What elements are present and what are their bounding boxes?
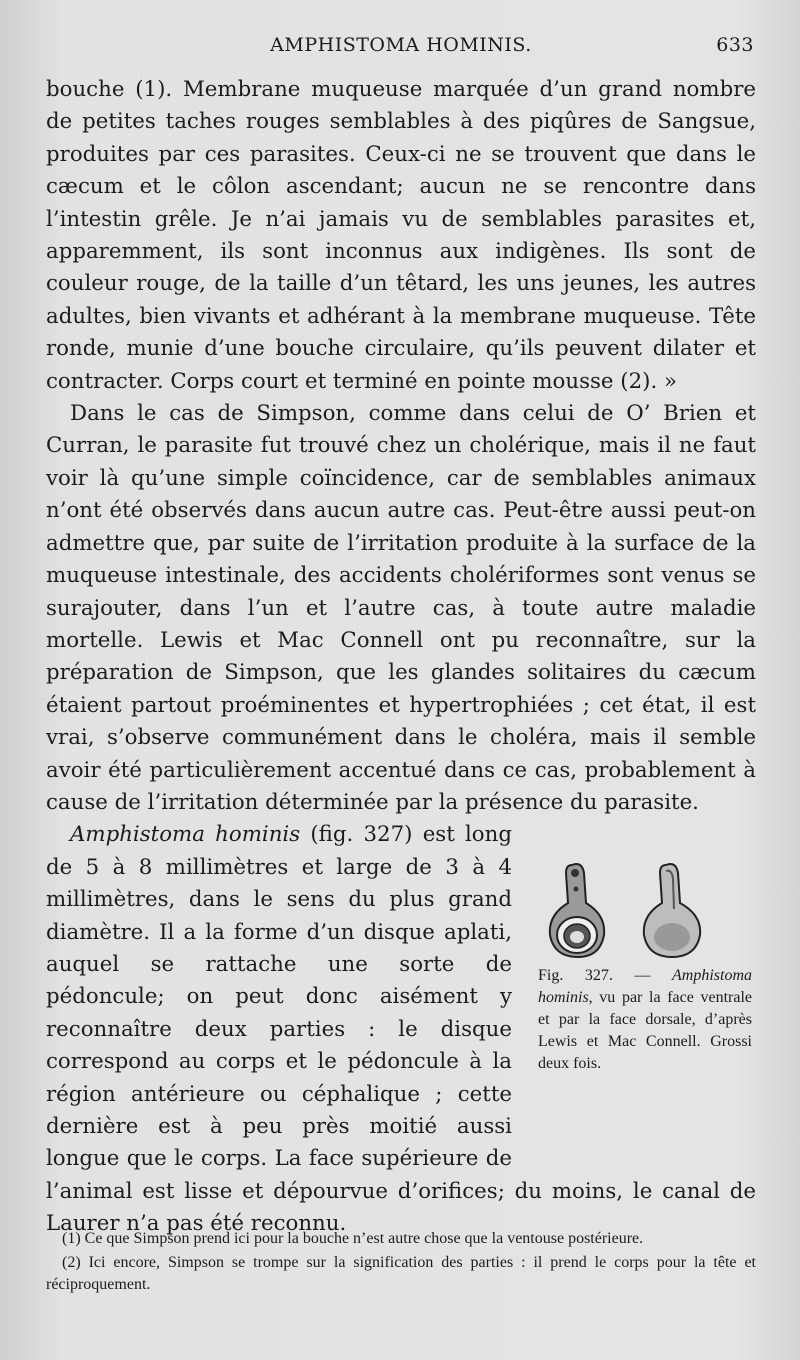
- caption-prefix: Fig. 327. —: [538, 967, 672, 985]
- ventral-view-drawing: [550, 864, 604, 957]
- figure-caption: [538, 965, 752, 1075]
- caption-species: Amphistoma hominis: [538, 967, 752, 1007]
- running-header: [48, 34, 754, 64]
- footnotes: [46, 1228, 756, 1298]
- dorsal-view-drawing: [644, 864, 700, 957]
- species-name: Amphistoma hominis: [70, 822, 301, 848]
- caption-text: , vu par la face ventrale et par la face dorsale, d’après Lewis et Mac Connell. Grossi deux fois.: [538, 989, 752, 1073]
- description-text: (fig. 327) est long de 5 à 8 millimètres et large de 3 à 4 millimètres, dans le sens du plus grand diamètre. Il a la forme d’un disque aplati, auquel se rattache une sorte de pédoncule; on peut donc aisément y reconnaître deux parties : le disque correspond au corps et le pédoncule à la région antérieure ou céphalique ; cette dernière est à peu près moitié aussi longue que le corps. La face supérieure de l’animal est lisse et dépourvue d’orifices; du moins, le canal de Laurer n’a pas été reconnu.: [46, 822, 756, 1237]
- running-title: AMPHISTOMA HOMINIS.: [270, 34, 532, 56]
- figure-327: [530, 841, 756, 1151]
- paragraph-continued: bouche (1). Membrane muqueuse marquée d’un grand nombre de petites taches rouges semblables à des piqûres de Sangsue, produites par ces parasites. Ceux-ci ne se trouvent que dans le cæcum et le côlon ascendant; aucun ne se rencontre dans l’intestin grêle. Je n’ai jamais vu de semblables parasites et, apparemment, ils sont inconnus aux indigènes. Ils sont de couleur rouge, de la taille d’un têtard, les uns jeunes, les autres adultes, bien vivants et adhérant à la membrane muqueuse. Tête ronde, munie d’une bouche circulaire, qu’ils peuvent dilater et contracter. Corps court et terminé en pointe mousse (2). »: [46, 77, 756, 394]
- footnote-2: (2) Ici encore, Simpson se trompe sur la signification des parties : il prend le corps pour la tête et réciproquement.: [46, 1254, 756, 1293]
- page-number: 633: [716, 34, 754, 56]
- footnote-1: (1) Ce que Simpson prend ici pour la bouche n’est autre chose que la ventouse postérieure.: [62, 1230, 644, 1247]
- body-text: [46, 74, 756, 1241]
- paragraph-simpson-case: Dans le cas de Simpson, comme dans celui de O’ Brien et Curran, le parasite fut trouvé chez un cholérique, mais il ne faut voir là qu’une simple coïncidence, car de semblables animaux n’ont été observés dans aucun autre cas. Peut-être aussi peut-on admettre que, par suite de l’irritation produite à la surface de la muqueuse intestinale, des accidents cholériformes sont venus se surajouter, dans l’un et l’autre cas, à toute autre maladie mortelle. Lewis et Mac Connell ont pu reconnaître, sur la préparation de Simpson, que les glandes solitaires du cæcum étaient partout proéminentes et hypertrophiées ; cet état, il est vrai, s’observe communément dans le choléra, mais il semble avoir été particulièrement accentué dans ce cas, probablement à cause de l’irritation déterminée par la présence du parasite.: [46, 401, 756, 815]
- amphistoma-illustration: [536, 859, 736, 959]
